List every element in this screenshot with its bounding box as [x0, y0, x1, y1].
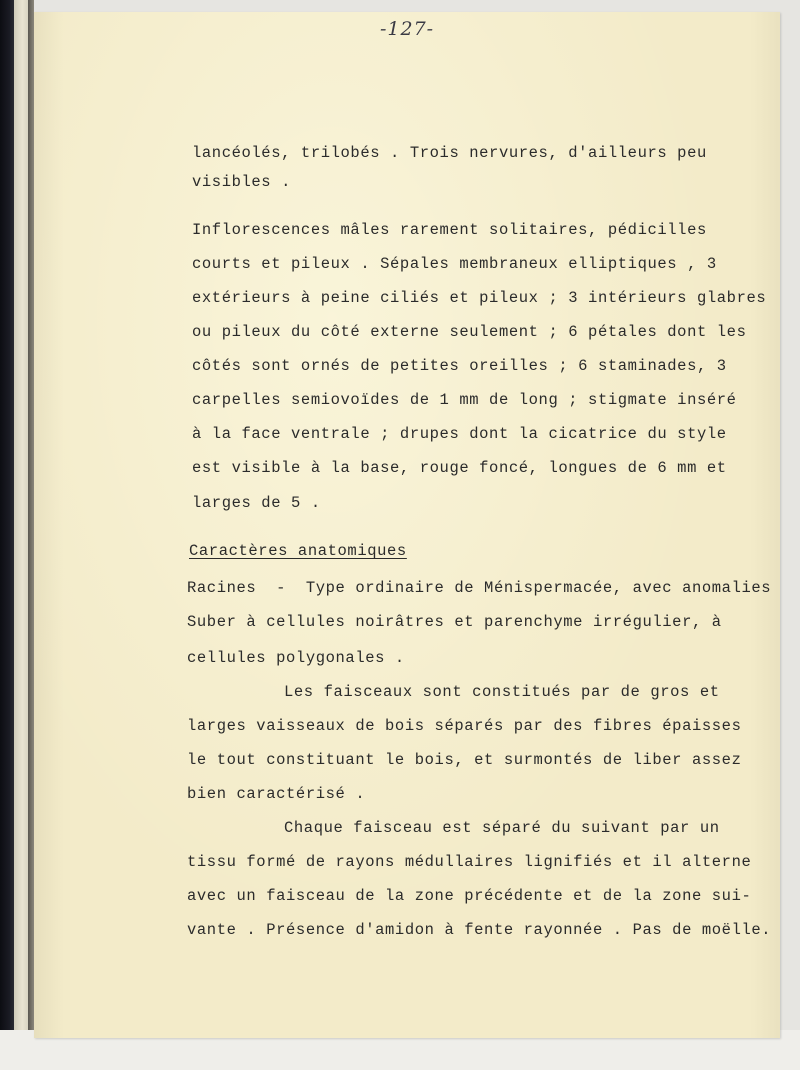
- text-line: cellules polygonales .: [187, 649, 405, 667]
- text-line: côtés sont ornés de petites oreilles ; 6 staminades, 3: [192, 357, 727, 375]
- text-line: Racines - Type ordinaire de Ménispermacée, avec anomalies: [187, 579, 772, 597]
- text-line: visibles .: [192, 173, 292, 191]
- page-number: -127-: [380, 18, 435, 40]
- text-line: Les faisceaux sont constitués par de gros et: [284, 683, 720, 701]
- section-heading: Caractères anatomiques: [189, 542, 407, 560]
- binding-cover: [14, 0, 29, 1070]
- text-line: à la face ventrale ; drupes dont la cicatrice du style: [192, 425, 727, 443]
- text-line: ou pileux du côté externe seulement ; 6 pétales dont les: [192, 323, 747, 341]
- text-line: bien caractérisé .: [187, 785, 366, 803]
- text-line: avec un faisceau de la zone précédente et de la zone sui-: [187, 887, 752, 905]
- text-line: vante . Présence d'amidon à fente rayonnée . Pas de moëlle.: [187, 921, 772, 939]
- text-line: Inflorescences mâles rarement solitaires, pédicilles: [192, 221, 707, 239]
- text-line: Chaque faisceau est séparé du suivant par un: [284, 819, 720, 837]
- text-line: le tout constituant le bois, et surmontés de liber assez: [187, 751, 742, 769]
- text-line: carpelles semiovoïdes de 1 mm de long ; stigmate inséré: [192, 391, 737, 409]
- text-line: tissu formé de rayons médullaires lignifiés et il alterne: [187, 853, 752, 871]
- text-line: lancéolés, trilobés . Trois nervures, d'ailleurs peu: [192, 144, 707, 162]
- text-line: courts et pileux . Sépales membraneux elliptiques , 3: [192, 255, 717, 273]
- text-line: larges vaisseaux de bois séparés par des fibres épaisses: [187, 717, 742, 735]
- document-page: [34, 12, 780, 1038]
- text-line: larges de 5 .: [192, 494, 321, 512]
- text-line: extérieurs à peine ciliés et pileux ; 3 intérieurs glabres: [192, 289, 767, 307]
- binding-edge: [0, 0, 14, 1070]
- text-line: est visible à la base, rouge foncé, longues de 6 mm et: [192, 459, 727, 477]
- text-line: Suber à cellules noirâtres et parenchyme irrégulier, à: [187, 613, 722, 631]
